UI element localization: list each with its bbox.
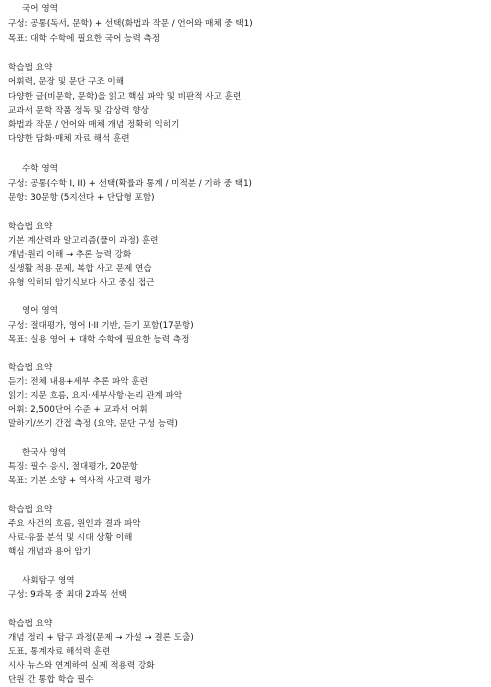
text-line: 다양한 담화·매체 자료 해석 훈련 xyxy=(8,134,130,144)
text-line: 목표: 대학 수학에 필요한 국어 능력 측정 xyxy=(8,34,161,44)
text-line: 목표: 실용 영어 + 대학 수학에 필요한 능력 측정 xyxy=(8,335,190,345)
text-line: 읽기: 지문 흐름, 요지·세부사항·논리 관계 파악 xyxy=(8,391,183,401)
section-heading-korean-history: 한국사 영역 xyxy=(22,448,67,458)
text-line: 말하기/쓰기 간접 측정 (요약, 문단 구성 능력) xyxy=(8,419,178,429)
study-method-heading: 학습법 요약 xyxy=(8,363,53,373)
section-heading-social-studies: 사회탐구 영역 xyxy=(22,576,75,586)
text-line: 핵심 개념과 용어 암기 xyxy=(8,547,91,557)
text-line: 다양한 글(비문학, 문학)을 읽고 핵심 파악 및 비판적 사고 훈련 xyxy=(8,92,242,102)
text-line: 단원 간 통합 학습 필수 xyxy=(8,675,94,685)
section-heading-english: 영어 영역 xyxy=(22,306,58,316)
text-line: 사료·유물 분석 및 시대 상황 이해 xyxy=(8,533,133,543)
text-line: 개념·원리 이해 → 추론 능력 강화 xyxy=(8,250,132,260)
text-line: 구성: 공통(독서, 문학) + 선택(화법과 작문 / 언어와 매체 중 택1) xyxy=(8,19,253,29)
text-line: 실생활 적용 문제, 복합 사고 문제 연습 xyxy=(8,264,152,274)
text-line: 어휘: 2,500단어 수준 + 교과서 어휘 xyxy=(8,405,148,415)
text-line: 교과서 문학 작품 정독 및 감상력 향상 xyxy=(8,106,149,116)
text-line: 목표: 기본 소양 + 역사적 사고력 평가 xyxy=(8,476,151,486)
text-line: 기본 계산력과 알고리즘(풀이 과정) 훈련 xyxy=(8,236,159,246)
text-line: 듣기: 전체 내용+세부 추론 파악 훈련 xyxy=(8,377,148,387)
text-line: 주요 사건의 흐름, 원인과 결과 파악 xyxy=(8,519,141,529)
section-heading-math: 수학 영역 xyxy=(22,164,58,174)
study-method-heading: 학습법 요약 xyxy=(8,505,53,515)
text-line: 유형 익히되 암기식보다 사고 중심 접근 xyxy=(8,278,155,288)
text-line: 도표, 통계자료 해석력 훈련 xyxy=(8,647,111,657)
text-line: 특징: 필수 응시, 절대평가, 20문항 xyxy=(8,462,138,472)
study-method-heading: 학습법 요약 xyxy=(8,222,53,232)
section-heading-korean: 국어 영역 xyxy=(22,4,58,14)
study-method-heading: 학습법 요약 xyxy=(8,619,53,629)
text-line: 시사 뉴스와 연계하여 실제 적용력 강화 xyxy=(8,661,155,671)
text-line: 개념 정리 + 탐구 과정(문제 → 가설 → 결론 도출) xyxy=(8,633,194,643)
text-line: 문항: 30문항 (5지선다 + 단답형 포함) xyxy=(8,193,155,203)
text-line: 화법과 작문 / 언어와 매체 개념 정확히 익히기 xyxy=(8,120,180,130)
text-line: 어휘력, 문장 및 문단 구조 이해 xyxy=(8,77,125,87)
text-line: 구성: 공통(수학 I, II) + 선택(확률과 통계 / 미적분 / 기하 중 택1) xyxy=(8,179,252,189)
text-line: 구성: 9과목 중 최대 2과목 선택 xyxy=(8,590,127,600)
text-line: 구성: 절대평가, 영어 I·II 기반, 듣기 포함(17문항) xyxy=(8,321,194,331)
study-method-heading: 학습법 요약 xyxy=(8,63,53,73)
